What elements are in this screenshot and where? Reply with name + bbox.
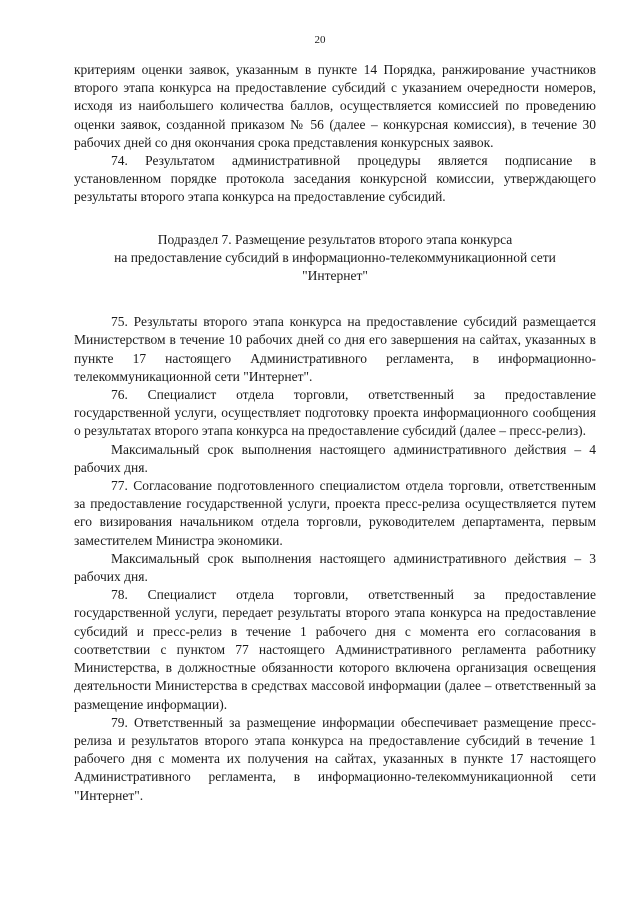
subsection-title-line-3: "Интернет"	[302, 268, 368, 284]
subsection-title	[74, 231, 596, 286]
paragraph-76: 76. Специалист отдела торговли, ответственный за предоставление государственной услуги, осуществляет подготовку проекта информационного сообщения о результатах второго этапа конкурса на предоставление субсидий (далее – пресс-релиз).	[74, 387, 596, 439]
page-number: 20	[314, 34, 326, 46]
paragraph-77-deadline: Максимальный срок выполнения настоящего административного действия – 3 рабочих дня.	[74, 550, 596, 585]
subsection-title-line-1: Подраздел 7. Размещение результатов второго этапа конкурса	[157, 231, 513, 247]
document-body	[74, 61, 596, 805]
paragraph-74: 74. Результатом административной процедуры является подписание в установленном порядке протокола заседания конкурсной комиссии, утверждающего результаты второго этапа конкурса на предоставление субсидий.	[74, 153, 596, 205]
paragraph-77: 77. Согласование подготовленного специалистом отдела торговли, ответственным за предоставление государственной услуги, проекта пресс-релиза осуществляется путем его визирования начальником отдела торговли, руководителем департамента, первым заместителем Министра экономики.	[74, 478, 596, 548]
paragraph-78: 78. Специалист отдела торговли, ответственный за предоставление государственной услуги, передает результаты второго этапа конкурса на предоставление субсидий и пресс-релиз в течение 1 рабочего дня с момента его согласования в соответствии с пунктом 77 настоящего Административного регламента работнику Министерства, в должностные обязанности которого включена организация освещения деятельности Министерства в средствах массовой информации (далее – ответственный за размещение информации).	[74, 587, 596, 712]
paragraph-continuation: критериям оценки заявок, указанным в пункте 14 Порядка, ранжирование участников второго этапа конкурса на предоставление субсидий с указанием очередности номеров, исходя из наибольшего количества баллов, осуществляется комиссией по проведению оценки заявок, созданной приказом № 56 (далее – конкурсная комиссия), в течение 30 рабочих дней со дня окончания срока представления конкурсных заявок.	[74, 62, 596, 150]
paragraph-75: 75. Результаты второго этапа конкурса на предоставление субсидий размещается Министерством в течение 10 рабочих дней со дня его завершения на сайтах, указанных в пункте 17 настоящего Административного регламента, в информационно-телекоммуникационной сети "Интернет".	[74, 314, 596, 384]
paragraph-79: 79. Ответственный за размещение информации обеспечивает размещение пресс-релиза и результатов второго этапа конкурса на предоставление субсидий в течение 1 рабочего дня с момента их получения на сайтах, указанных в пункте 17 настоящего Административного регламента, в информационно-телекоммуникационной сети "Интернет".	[74, 714, 596, 803]
subsection-title-line-2: на предоставление субсидий в информационно-телекоммуникационной сети	[114, 249, 556, 265]
paragraph-76-deadline: Максимальный срок выполнения настоящего административного действия – 4 рабочих дня.	[74, 441, 596, 475]
